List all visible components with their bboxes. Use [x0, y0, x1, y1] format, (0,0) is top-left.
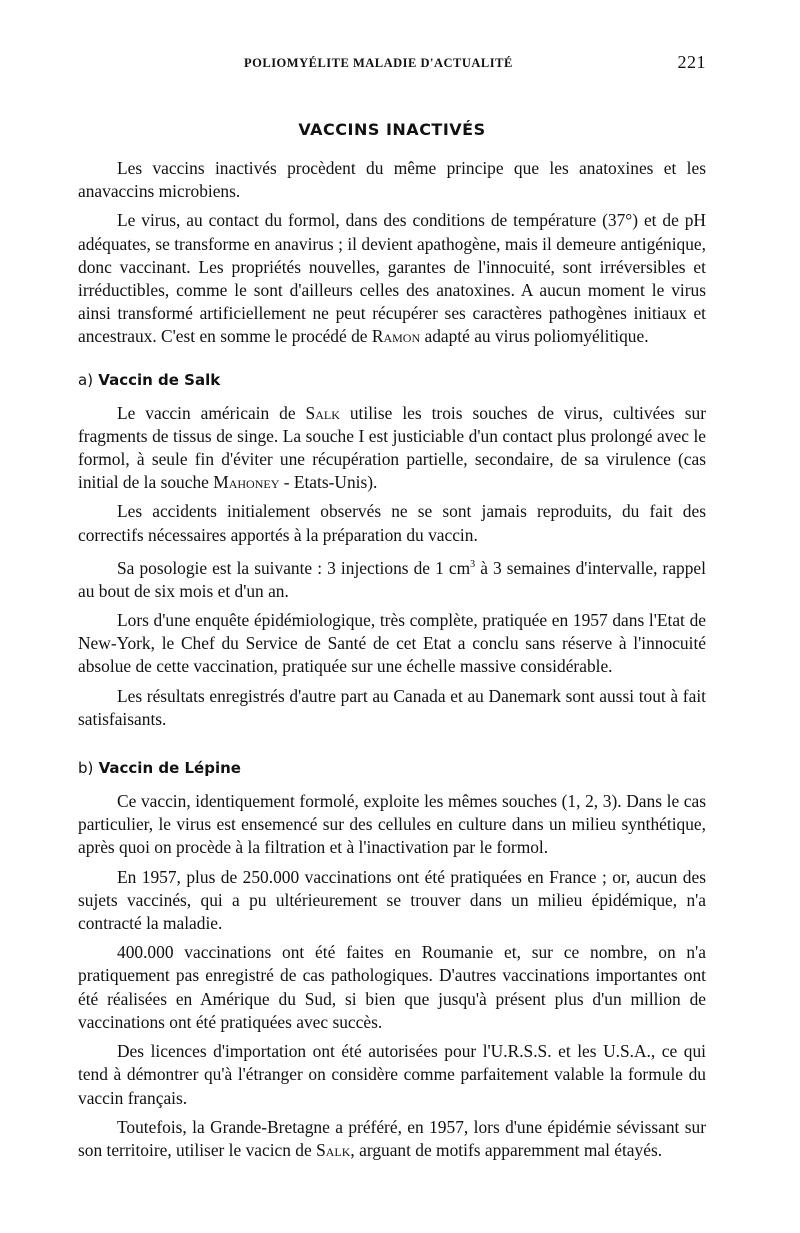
running-title: POLIOMYÉLITE MALADIE D'ACTUALITÉ [244, 56, 513, 70]
lepine-paragraph-5 [78, 1116, 706, 1162]
text-run: , arguant de motifs apparemment mal étayés. [350, 1139, 663, 1160]
salk-paragraph-3 [78, 553, 706, 603]
text-run: - Etats-Unis). [279, 472, 378, 493]
text-run: Le vaccin américain de [117, 402, 306, 423]
lepine-paragraph-1: Ce vaccin, identiquement formolé, exploite les mêmes souches (1, 2, 3). Dans le cas particulier, le virus est ensemencé sur des cellules en culture dans un milieu synthétique, après quoi on procède à la filtration et à l'inactivation par le formol. [78, 791, 706, 858]
running-header [78, 52, 706, 76]
intro-paragraph-1: Les vaccins inactivés procèdent du même principe que les anatoxines et les anavaccins microbiens. [78, 158, 706, 202]
subsection-marker: a) [78, 370, 94, 389]
subsection-heading-salk [78, 371, 706, 389]
text-run: à 3 semaines d'intervalle, rappel au bout de six mois et d'un an. [78, 557, 706, 601]
subsection-marker: b) [78, 759, 94, 778]
lepine-paragraph-4: Des licences d'importation ont été autorisées pour l'U.R.S.S. et les U.S.A., ce qui tend à démontrer qu'à l'étranger on considère comme parfaitement valable la formule du vaccin français. [78, 1041, 706, 1108]
author-name-ramon: Ramon [371, 326, 421, 347]
lepine-paragraph-3: 400.000 vaccinations ont été faites en Roumanie et, sur ce nombre, on n'a pratiquement pas enregistré de cas pathologiques. D'autres vaccinations importantes ont été réalisées en Amérique du Sud, si bien que jusqu'à présent plus d'un million de vaccinations ont été pratiquées avec succès. [78, 942, 706, 1032]
lepine-paragraph-2: En 1957, plus de 250.000 vaccinations ont été pratiquées en France ; or, aucun des sujets vaccinés, qui a pu ultérieurement se trouver dans un milieu épidémique, n'a contracté la maladie. [78, 866, 706, 934]
subsection-heading-lepine [78, 759, 706, 777]
text-run: Le virus, au contact du formol, dans des conditions de température (37°) et de pH adéquates, se transforme en anavirus ; il devient apathogène, mais il demeure antigénique, donc vaccinant. Les propriétés nouvelles, garantes de l'innocuité, sont irréversibles et irréductibles, comme le sont d'ailleurs celles des anatoxines. A aucun moment le virus ainsi transformé artificiellement ne peut récupérer ses caractères pathogènes initiaux et ancestraux. C'est en somme le procédé de [78, 210, 706, 347]
salk-paragraph-1 [78, 402, 706, 495]
text-run: utilise les trois souches de virus, cultivées sur fragments de tissus de singe. La souche I est justiciable d'un contact plus prolongé avec le formol, à seule fin d'éviter une récupération partielle, secondaire, de sa virulence (cas initial de la souche [78, 402, 706, 493]
author-name-salk: Salk [316, 1139, 351, 1160]
subsection-title: Vaccin de Salk [98, 370, 221, 389]
text-run: Toutefois, la Grande-Bretagne a préféré, en 1957, lors d'une épidémie sévissant sur son territoire, utiliser le vacicn de [78, 1116, 706, 1160]
section-title: VACCINS INACTIVÉS [298, 120, 486, 139]
author-name-salk: Salk [305, 402, 340, 423]
text-run: Sa posologie est la suivante : 3 injections de 1 cm [117, 557, 471, 578]
strain-name-mahoney: Mahoney [213, 472, 280, 493]
intro-paragraph-2 [78, 209, 706, 348]
salk-paragraph-2: Les accidents initialement observés ne se sont jamais reproduits, du fait des correctifs nécessaires apportés à la préparation du vaccin. [78, 501, 706, 545]
salk-paragraph-4: Lors d'une enquête épidémiologique, très complète, pratiquée en 1957 dans l'Etat de New-York, le Chef du Service de Santé de cet Etat a conclu sans réserve à l'innocuité absolue de cette vaccination, pratiquée sur une échelle massive considérable. [78, 610, 706, 677]
page-number: 221 [677, 52, 706, 72]
subsection-title: Vaccin de Lépine [98, 759, 241, 778]
document-page [78, 52, 706, 1168]
superscript: 3 [470, 558, 476, 570]
text-run: adapté au virus poliomyélitique. [420, 326, 649, 347]
salk-paragraph-5: Les résultats enregistrés d'autre part au Canada et au Danemark sont aussi tout à fait satisfaisants. [78, 685, 706, 729]
